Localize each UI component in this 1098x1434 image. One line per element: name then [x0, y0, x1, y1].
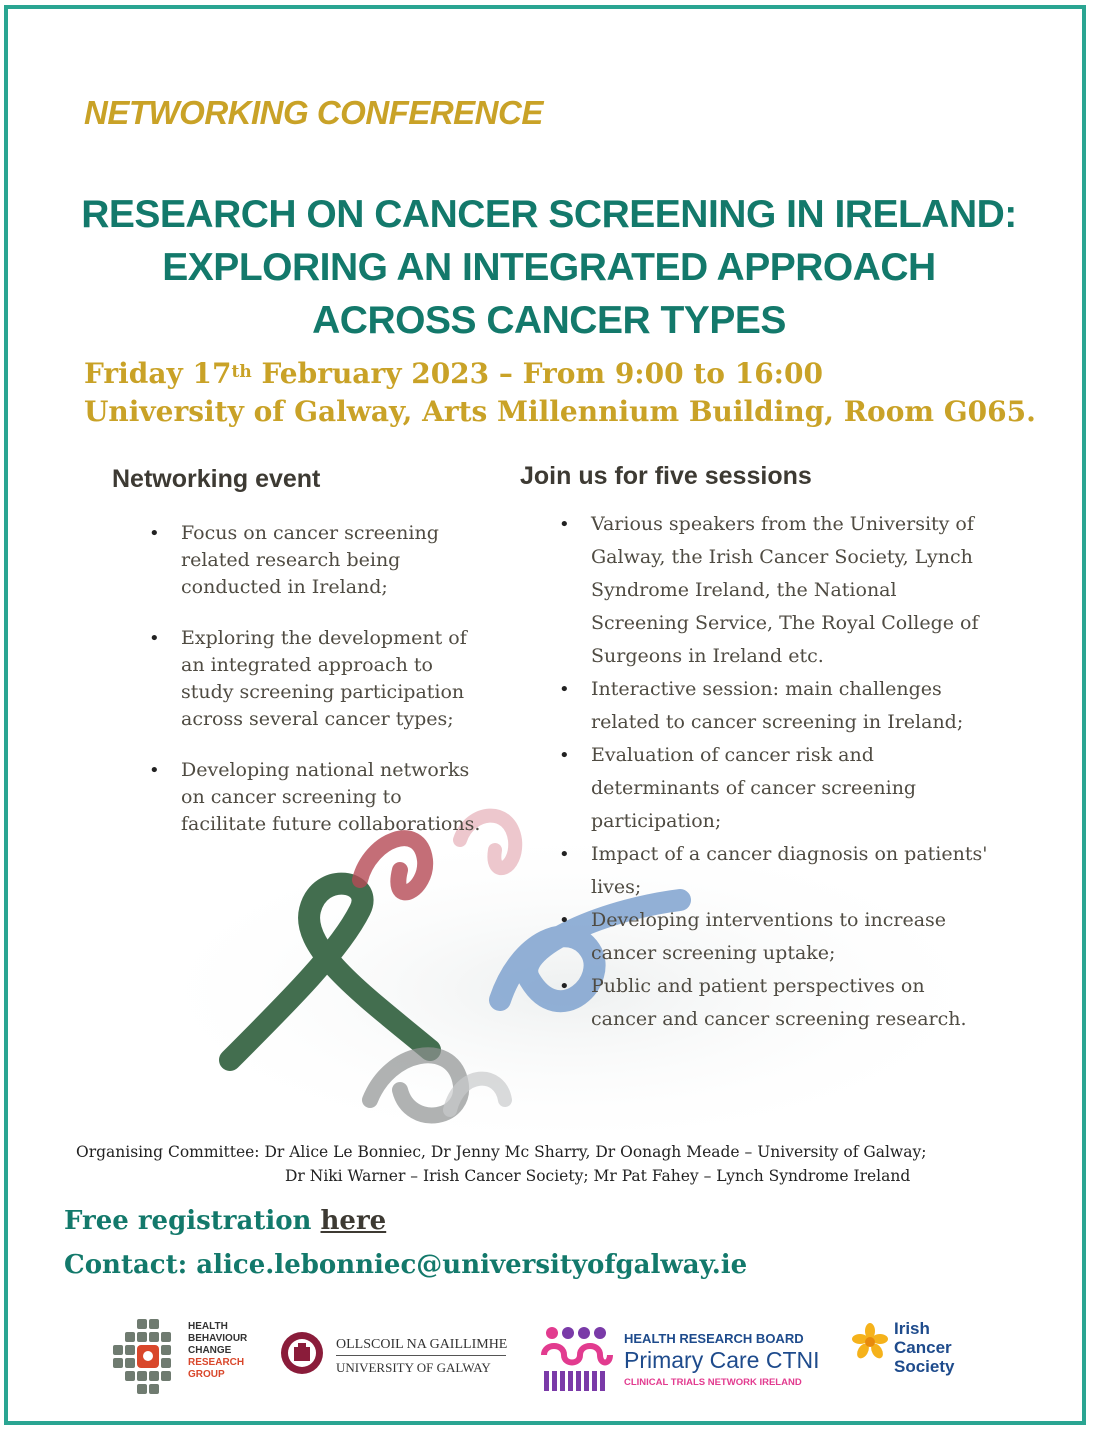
committee-line: Organising Committee: Dr Alice Le Bonniec, Dr Jenny Mc Sharry, Dr Oonagh Meade – University of Galway;: [76, 1143, 927, 1161]
sponsor-logos: [100, 1315, 1000, 1415]
daffodil-icon: [852, 1323, 888, 1363]
hbcrg-text: CHANGE: [188, 1345, 232, 1356]
networking-event-heading: Networking event: [112, 465, 321, 493]
hbcrg-logo: [112, 1315, 262, 1405]
hbcrg-text: HEALTH: [188, 1321, 228, 1332]
list-item: • Evaluation of cancer risk and determinants of cancer screening participation;: [591, 739, 991, 838]
list-item: • Public and patient perspectives on cancer and cancer screening research.: [591, 970, 991, 1036]
bullet-icon: •: [149, 628, 160, 649]
bullet-icon: •: [149, 760, 160, 781]
ctni-people-icon: [540, 1325, 614, 1395]
bullet-icon: •: [559, 844, 570, 865]
bullet-icon: •: [559, 514, 570, 535]
list-item: • Interactive session: main challenges related to cancer screening in Ireland;: [591, 673, 991, 739]
bullet-icon: •: [559, 910, 570, 931]
list-item: • Developing interventions to increase cancer screening uptake;: [591, 904, 991, 970]
hbcrg-mark-icon: [112, 1319, 182, 1399]
list-item: • Various speakers from the University of Galway, the Irish Cancer Society, Lynch Syndrome Ireland, the National Screening Service, The Royal College of Surgeons in Ireland etc.: [591, 508, 991, 673]
ctni-name: Primary Care CTNI: [624, 1347, 820, 1373]
bullet-icon: •: [559, 976, 570, 997]
networking-event-list: [149, 520, 481, 862]
event-details: [84, 353, 1036, 431]
hrb-primary-care-ctni-logo: [540, 1321, 840, 1401]
ics-text: Cancer: [894, 1338, 952, 1357]
event-location: University of Galway, Arts Millennium Building, Room G065.: [84, 395, 1036, 428]
galway-english-name: UNIVERSITY OF GALWAY: [336, 1360, 491, 1375]
list-item: • Developing national networks on cancer screening to facilitate future collaborations.: [149, 759, 481, 835]
registration-line: Free registration here: [64, 1206, 387, 1236]
galway-crest-icon: [280, 1325, 324, 1383]
organising-committee: [60, 1140, 1060, 1188]
bullet-icon: •: [559, 745, 570, 766]
hbcrg-text: RESEARCH: [188, 1357, 245, 1368]
event-date: Friday 17th February 2023 – From 9:00 to 16:00: [84, 357, 823, 390]
sessions-heading: Join us for five sessions: [520, 462, 812, 490]
irish-cancer-society-logo: [852, 1315, 972, 1395]
page-title: [40, 188, 1058, 347]
bullet-icon: •: [149, 523, 160, 544]
title-line: RESEARCH ON CANCER SCREENING IN IRELAND:: [81, 193, 1017, 236]
title-line: ACROSS CANCER TYPES: [312, 299, 786, 342]
university-of-galway-logo: [280, 1325, 520, 1395]
hbcrg-text: BEHAVIOUR: [188, 1333, 248, 1344]
sessions-list: [559, 508, 991, 1036]
contact-email[interactable]: Contact: alice.lebonniec@universityofgalway.ie: [64, 1250, 748, 1280]
title-line: EXPLORING AN INTEGRATED APPROACH: [162, 246, 936, 289]
committee-line: Dr Niki Warner – Irish Cancer Society; Mr Pat Fahey – Lynch Syndrome Ireland: [285, 1167, 911, 1185]
ctni-subtitle: CLINICAL TRIALS NETWORK IRELAND: [624, 1377, 802, 1388]
conference-kicker: NETWORKING CONFERENCE: [84, 94, 543, 131]
hbcrg-text: GROUP: [188, 1369, 225, 1380]
list-item: • Impact of a cancer diagnosis on patients' lives;: [591, 838, 991, 904]
bullet-icon: •: [559, 679, 570, 700]
ics-text: Society: [894, 1357, 955, 1376]
hrb-name: HEALTH RESEARCH BOARD: [624, 1331, 804, 1346]
list-item: • Exploring the development of an integrated approach to study screening participation across several cancer types;: [149, 627, 467, 730]
registration-link[interactable]: here: [320, 1206, 387, 1236]
list-item: • Focus on cancer screening related research being conducted in Ireland;: [149, 522, 439, 598]
ics-text: Irish: [894, 1319, 930, 1338]
galway-irish-name: OLLSCOIL NA GAILLIMHE: [336, 1337, 508, 1352]
